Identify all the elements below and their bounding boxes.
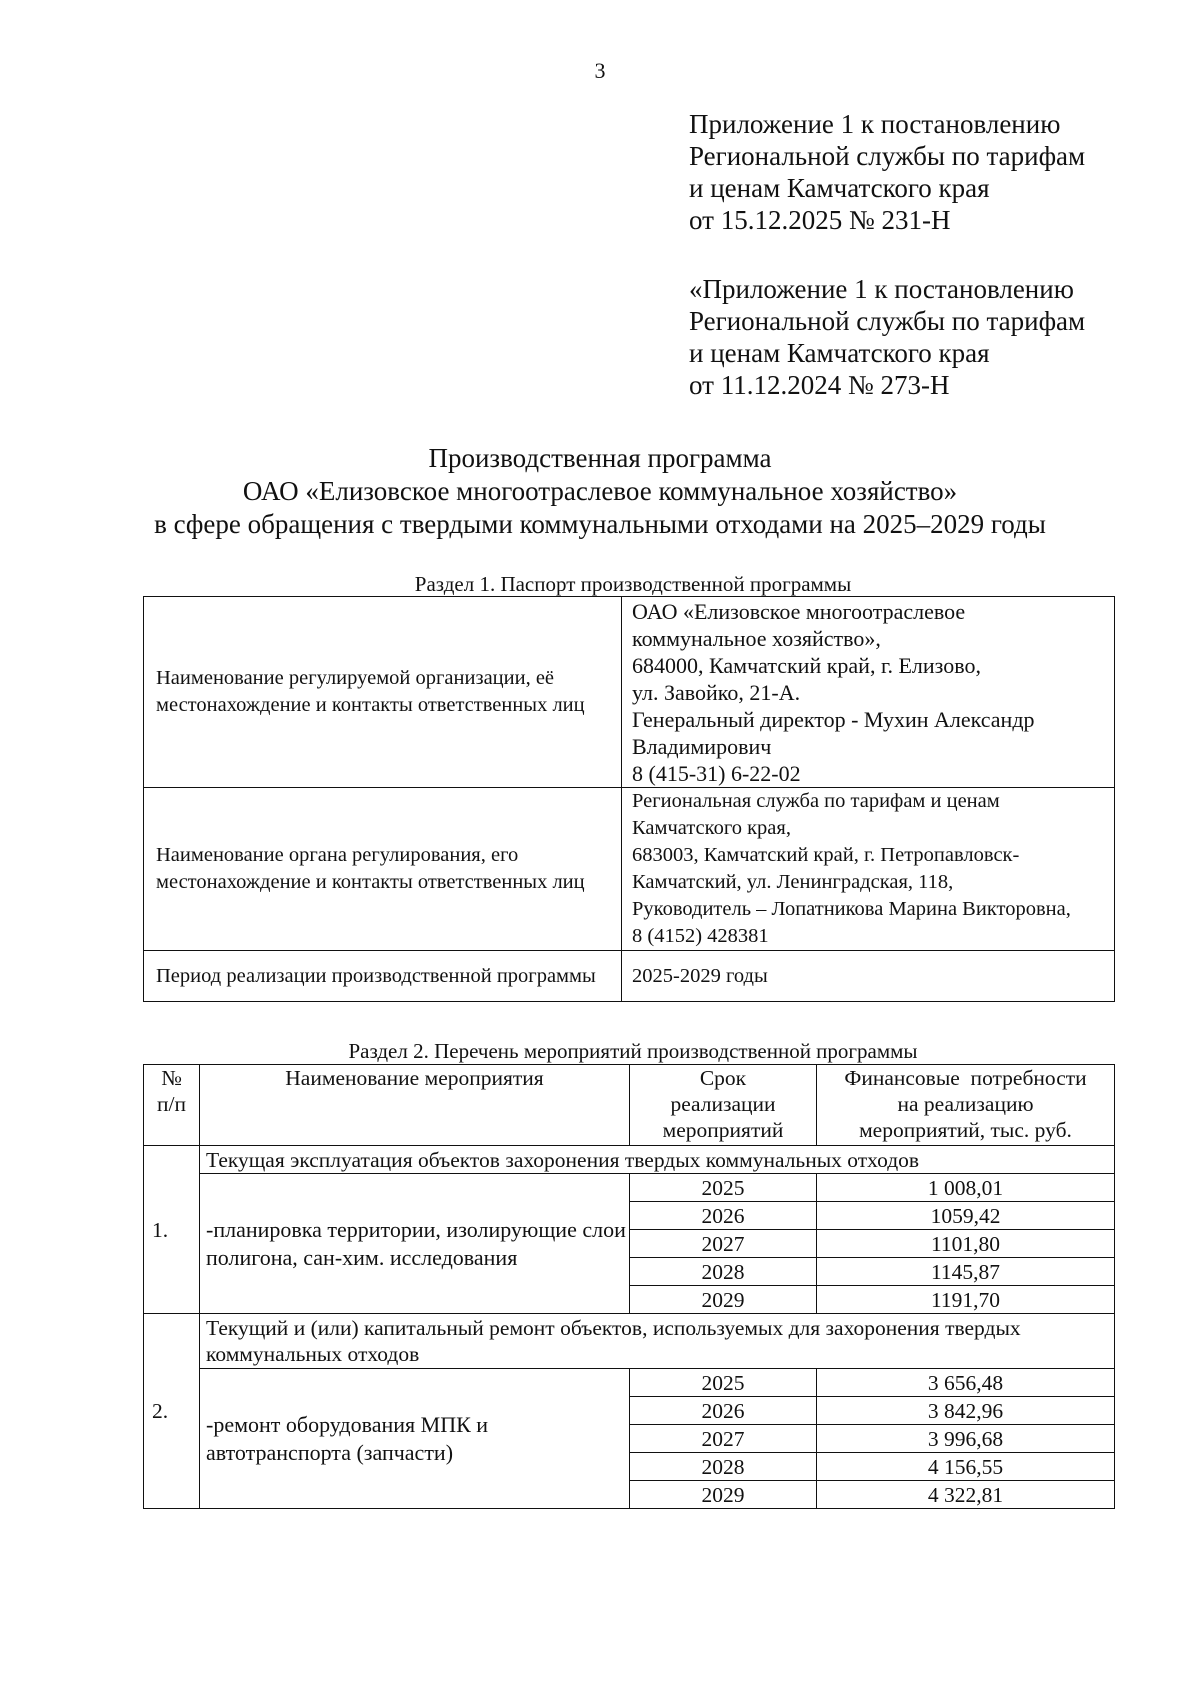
- group-number: 1.: [144, 1146, 200, 1314]
- amount-cell: 3 656,48: [817, 1369, 1115, 1397]
- title-line: в сфере обращения с твердыми коммунальными отходами на 2025–2029 годы: [154, 509, 1046, 539]
- value-line: Руководитель – Лопатникова Марина Викторовна,: [632, 898, 1071, 920]
- amount-cell: 1101,80: [817, 1230, 1115, 1258]
- appendix-line: и ценам Камчатского края: [689, 173, 990, 203]
- value-line: 2025-2029 годы: [632, 964, 768, 987]
- header-term: [630, 1065, 817, 1146]
- year-cell: 2026: [630, 1397, 817, 1425]
- year-cell: 2029: [630, 1286, 817, 1314]
- year-cell: 2027: [630, 1425, 817, 1453]
- passport-label: Период реализации производственной программы: [144, 951, 622, 1002]
- table-header-row: [144, 1065, 1115, 1146]
- value-line: 8 (4152) 428381: [632, 925, 769, 947]
- header-line: мероприятий, тыс. руб.: [859, 1118, 1072, 1142]
- value-line: Генеральный директор - Мухин Александр: [632, 706, 1035, 732]
- passport-row-organization: [144, 597, 1115, 788]
- passport-value: [622, 597, 1115, 788]
- appendix-line: от 15.12.2025 № 231-Н: [689, 205, 951, 235]
- year-cell: 2028: [630, 1258, 817, 1286]
- value-line: ул. Завойко, 21-А.: [632, 679, 801, 705]
- page-number: 3: [594, 58, 606, 83]
- amount-cell: 4 156,55: [817, 1453, 1115, 1481]
- title-line: Производственная программа: [428, 443, 772, 473]
- value-line: Камчатского края,: [632, 817, 791, 839]
- amount-cell: 1191,70: [817, 1286, 1115, 1314]
- title-line: ОАО «Елизовское многоотраслевое коммунальное хозяйство»: [242, 476, 958, 506]
- group-number: 2.: [144, 1314, 200, 1509]
- appendix-line: Региональной службы по тарифам: [689, 141, 1086, 171]
- header-number: [144, 1065, 200, 1146]
- passport-row-regulator: [144, 788, 1115, 951]
- header-line: №: [161, 1066, 182, 1090]
- value-line: 684000, Камчатский край, г. Елизово,: [632, 652, 981, 678]
- passport-label: Наименование органа регулирования, его местонахождение и контакты ответственных лиц: [144, 788, 622, 951]
- header-line: Срок: [699, 1066, 747, 1090]
- amount-cell: 1059,42: [817, 1202, 1115, 1230]
- header-line: реализации: [670, 1092, 776, 1116]
- appendix-line: Приложение 1 к постановлению: [689, 109, 1061, 139]
- measure-item: -планировка территории, изолирующие слои полигона, сан-хим. исследования: [200, 1174, 630, 1314]
- passport-table: [143, 596, 1115, 1002]
- value-line: 683003, Камчатский край, г. Петропавловск-: [632, 844, 1020, 866]
- value-line: Региональная служба по тарифам и ценам: [632, 790, 1000, 812]
- group-title-row: [144, 1146, 1115, 1174]
- year-cell: 2025: [630, 1174, 817, 1202]
- appendix-line: «Приложение 1 к постановлению: [689, 274, 1074, 304]
- year-cell: 2029: [630, 1481, 817, 1509]
- table-row: [144, 1369, 1115, 1397]
- measures-table: [143, 1064, 1115, 1509]
- table-row: [144, 1174, 1115, 1202]
- group-title: Текущая эксплуатация объектов захоронения твердых коммунальных отходов: [200, 1146, 1115, 1174]
- header-line: мероприятий: [662, 1118, 784, 1142]
- amount-cell: 4 322,81: [817, 1481, 1115, 1509]
- value-line: Владимирович: [632, 733, 772, 759]
- header-name: Наименование мероприятия: [200, 1065, 630, 1146]
- year-cell: 2028: [630, 1453, 817, 1481]
- header-line: п/п: [157, 1092, 186, 1116]
- group-title-row: [144, 1314, 1115, 1369]
- document-title: [0, 442, 1200, 541]
- year-cell: 2027: [630, 1230, 817, 1258]
- appendix-current: [689, 108, 1085, 236]
- passport-label: Наименование регулируемой организации, её местонахождение и контакты ответственных лиц: [144, 597, 622, 788]
- header-line: на реализацию: [897, 1092, 1034, 1116]
- group-title: Текущий и (или) капитальный ремонт объектов, используемых для захоронения твердых коммунальных отходов: [200, 1314, 1115, 1369]
- passport-value: [622, 788, 1115, 951]
- passport-value: [622, 951, 1115, 1002]
- appendix-previous: [689, 273, 1085, 401]
- amount-cell: 3 842,96: [817, 1397, 1115, 1425]
- value-line: ОАО «Елизовское многоотраслевое: [632, 598, 966, 624]
- value-line: коммунальное хозяйство»,: [632, 625, 881, 651]
- section2-caption: Раздел 2. Перечень мероприятий производственной программы: [348, 1039, 918, 1063]
- appendix-line: и ценам Камчатского края: [689, 338, 990, 368]
- year-cell: 2025: [630, 1369, 817, 1397]
- header-finance: [817, 1065, 1115, 1146]
- amount-cell: 1145,87: [817, 1258, 1115, 1286]
- appendix-line: Региональной службы по тарифам: [689, 306, 1086, 336]
- amount-cell: 1 008,01: [817, 1174, 1115, 1202]
- appendix-line: от 11.12.2024 № 273-Н: [689, 370, 950, 400]
- amount-cell: 3 996,68: [817, 1425, 1115, 1453]
- section1-caption: Раздел 1. Паспорт производственной программы: [414, 572, 852, 596]
- passport-row-period: [144, 951, 1115, 1002]
- value-line: 8 (415-31) 6-22-02: [632, 760, 801, 786]
- year-cell: 2026: [630, 1202, 817, 1230]
- header-line: Финансовые потребности: [844, 1066, 1087, 1090]
- value-line: Камчатский, ул. Ленинградская, 118,: [632, 871, 954, 893]
- measure-item: -ремонт оборудования МПК и автотранспорта (запчасти): [200, 1369, 630, 1509]
